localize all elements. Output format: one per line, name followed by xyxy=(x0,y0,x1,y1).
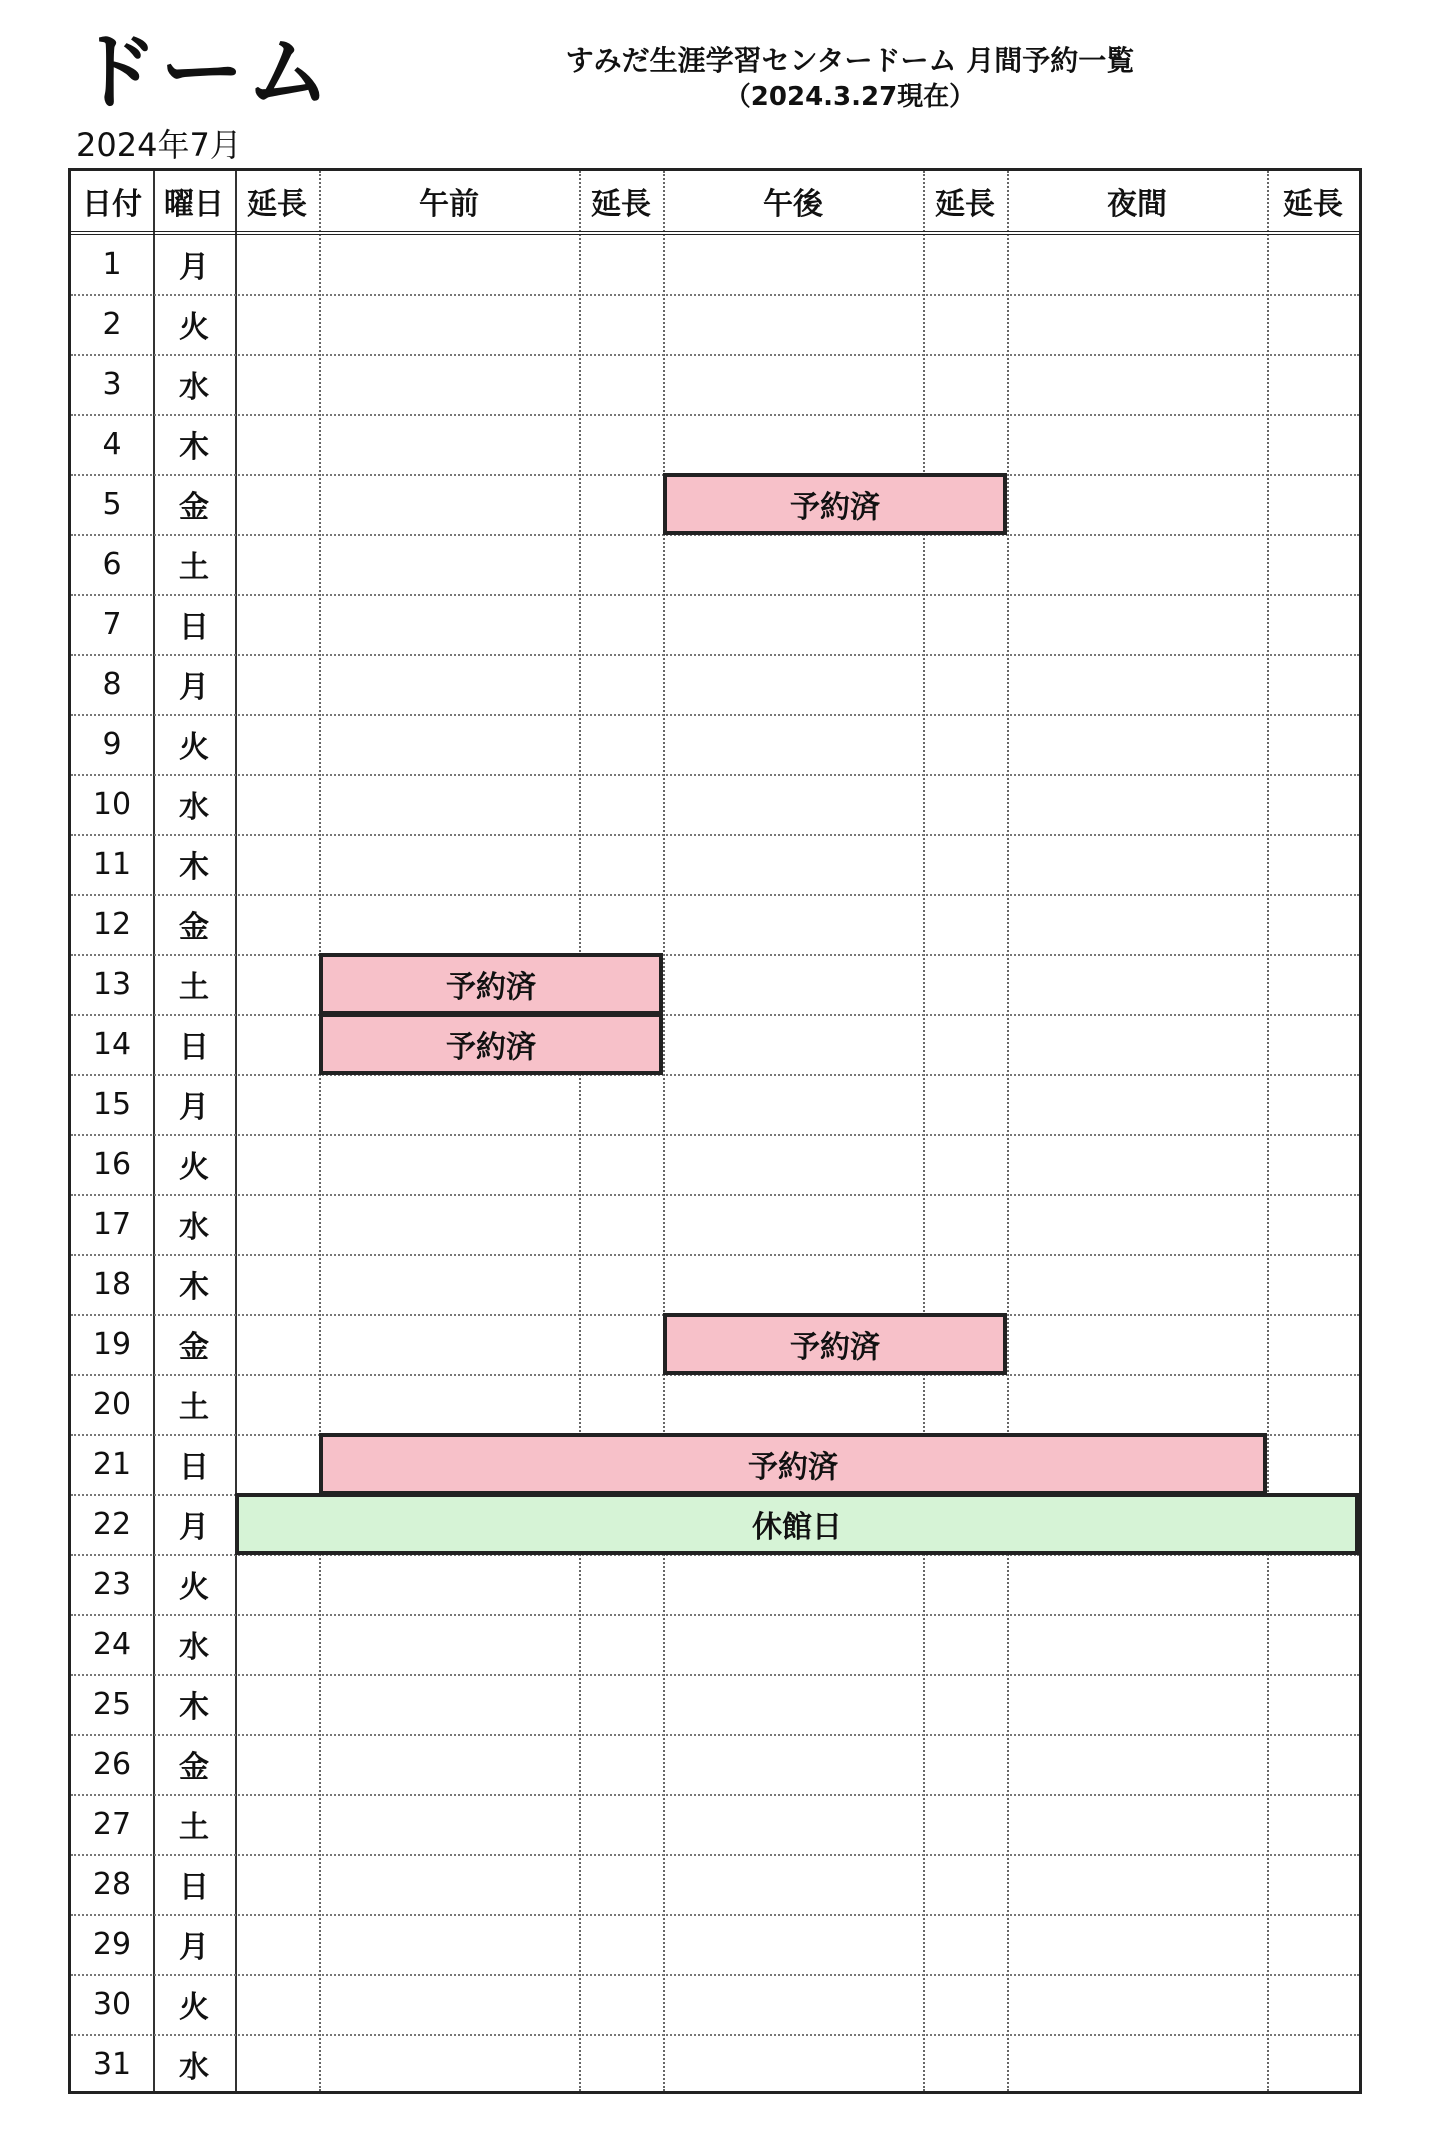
month-label: 2024年7月 xyxy=(76,126,242,164)
day-number: 14 xyxy=(92,1026,132,1062)
weekday: 金 xyxy=(179,1750,209,1785)
row-divider xyxy=(71,654,1359,656)
weekday: 金 xyxy=(179,490,209,525)
document-title: すみだ生涯学習センタードーム 月間予約一覧 xyxy=(565,44,1135,77)
day-number: 3 xyxy=(102,366,122,402)
weekday: 月 xyxy=(179,1090,209,1125)
row-divider xyxy=(71,894,1359,896)
weekday: 日 xyxy=(179,1870,209,1905)
weekday: 火 xyxy=(179,310,209,345)
header-divider xyxy=(71,231,1359,235)
reserved-bar: 予約済 xyxy=(319,1433,1267,1495)
day-number: 6 xyxy=(102,546,122,582)
column-header: 夜間 xyxy=(1107,187,1167,222)
weekday: 月 xyxy=(179,1930,209,1965)
day-number: 24 xyxy=(92,1626,132,1662)
row-divider xyxy=(71,1674,1359,1676)
reservation-table xyxy=(68,168,1362,2094)
day-number: 13 xyxy=(92,966,132,1002)
row-divider xyxy=(71,954,1359,956)
row-divider xyxy=(71,714,1359,716)
column-header: 曜日 xyxy=(164,187,224,222)
facility-name: ドーム xyxy=(74,23,333,121)
column-divider xyxy=(319,171,321,2091)
row-divider xyxy=(71,1254,1359,1256)
day-number: 10 xyxy=(92,786,132,822)
weekday: 土 xyxy=(179,970,209,1005)
column-header: 午前 xyxy=(419,187,479,222)
weekday: 金 xyxy=(179,910,209,945)
row-divider xyxy=(71,594,1359,596)
weekday: 土 xyxy=(179,550,209,585)
row-divider xyxy=(71,1134,1359,1136)
row-divider xyxy=(71,2034,1359,2036)
weekday: 土 xyxy=(179,1810,209,1845)
column-header: 午後 xyxy=(763,187,823,222)
row-divider xyxy=(71,1614,1359,1616)
row-divider xyxy=(71,354,1359,356)
day-number: 18 xyxy=(92,1266,132,1302)
row-divider xyxy=(71,414,1359,416)
day-number: 2 xyxy=(102,306,122,342)
document-date: （2024.3.27現在） xyxy=(724,82,976,112)
weekday: 月 xyxy=(179,670,209,705)
day-number: 22 xyxy=(92,1506,132,1542)
closed-day-bar: 休館日 xyxy=(235,1493,1359,1555)
day-number: 9 xyxy=(102,726,122,762)
weekday: 水 xyxy=(179,790,209,825)
day-number: 30 xyxy=(92,1986,132,2022)
reserved-bar: 予約済 xyxy=(319,953,663,1015)
column-header: 延長 xyxy=(935,187,995,222)
reserved-bar: 予約済 xyxy=(319,1013,663,1075)
column-header: 延長 xyxy=(591,187,651,222)
weekday: 木 xyxy=(179,1270,209,1305)
row-divider xyxy=(71,1974,1359,1976)
weekday: 月 xyxy=(179,250,209,285)
weekday: 木 xyxy=(179,850,209,885)
weekday: 金 xyxy=(179,1330,209,1365)
weekday: 火 xyxy=(179,1570,209,1605)
column-divider xyxy=(1267,171,1269,2091)
day-number: 31 xyxy=(92,2046,132,2082)
day-number: 12 xyxy=(92,906,132,942)
column-divider xyxy=(235,171,237,2091)
weekday: 火 xyxy=(179,1990,209,2025)
weekday: 水 xyxy=(179,2050,209,2085)
day-number: 20 xyxy=(92,1386,132,1422)
row-divider xyxy=(71,1914,1359,1916)
day-number: 21 xyxy=(92,1446,132,1482)
weekday: 日 xyxy=(179,1030,209,1065)
column-divider xyxy=(663,171,665,2091)
weekday: 日 xyxy=(179,610,209,645)
day-number: 27 xyxy=(92,1806,132,1842)
day-number: 23 xyxy=(92,1566,132,1602)
weekday: 土 xyxy=(179,1390,209,1425)
column-divider xyxy=(1007,171,1009,2091)
row-divider xyxy=(71,1014,1359,1016)
day-number: 5 xyxy=(102,486,122,522)
day-number: 8 xyxy=(102,666,122,702)
row-divider xyxy=(71,1734,1359,1736)
row-divider xyxy=(71,294,1359,296)
row-divider xyxy=(71,834,1359,836)
day-number: 17 xyxy=(92,1206,132,1242)
day-number: 1 xyxy=(102,246,122,282)
day-number: 28 xyxy=(92,1866,132,1902)
day-number: 29 xyxy=(92,1926,132,1962)
day-number: 4 xyxy=(102,426,122,462)
day-number: 19 xyxy=(92,1326,132,1362)
day-number: 11 xyxy=(92,846,132,882)
day-number: 15 xyxy=(92,1086,132,1122)
column-header: 日付 xyxy=(82,187,142,222)
weekday: 火 xyxy=(179,1150,209,1185)
row-divider xyxy=(71,1854,1359,1856)
reserved-bar: 予約済 xyxy=(663,473,1007,535)
column-divider xyxy=(579,171,581,2091)
column-header: 延長 xyxy=(247,187,307,222)
weekday: 水 xyxy=(179,1630,209,1665)
column-divider xyxy=(923,171,925,2091)
weekday: 日 xyxy=(179,1450,209,1485)
weekday: 月 xyxy=(179,1510,209,1545)
weekday: 火 xyxy=(179,730,209,765)
row-divider xyxy=(71,1074,1359,1076)
day-number: 25 xyxy=(92,1686,132,1722)
weekday: 水 xyxy=(179,1210,209,1245)
weekday: 木 xyxy=(179,430,209,465)
row-divider xyxy=(71,774,1359,776)
row-divider xyxy=(71,1194,1359,1196)
day-number: 7 xyxy=(102,606,122,642)
reserved-bar: 予約済 xyxy=(663,1313,1007,1375)
weekday: 水 xyxy=(179,370,209,405)
weekday: 木 xyxy=(179,1690,209,1725)
column-header: 延長 xyxy=(1283,187,1343,222)
row-divider xyxy=(71,1794,1359,1796)
day-number: 26 xyxy=(92,1746,132,1782)
day-number: 16 xyxy=(92,1146,132,1182)
